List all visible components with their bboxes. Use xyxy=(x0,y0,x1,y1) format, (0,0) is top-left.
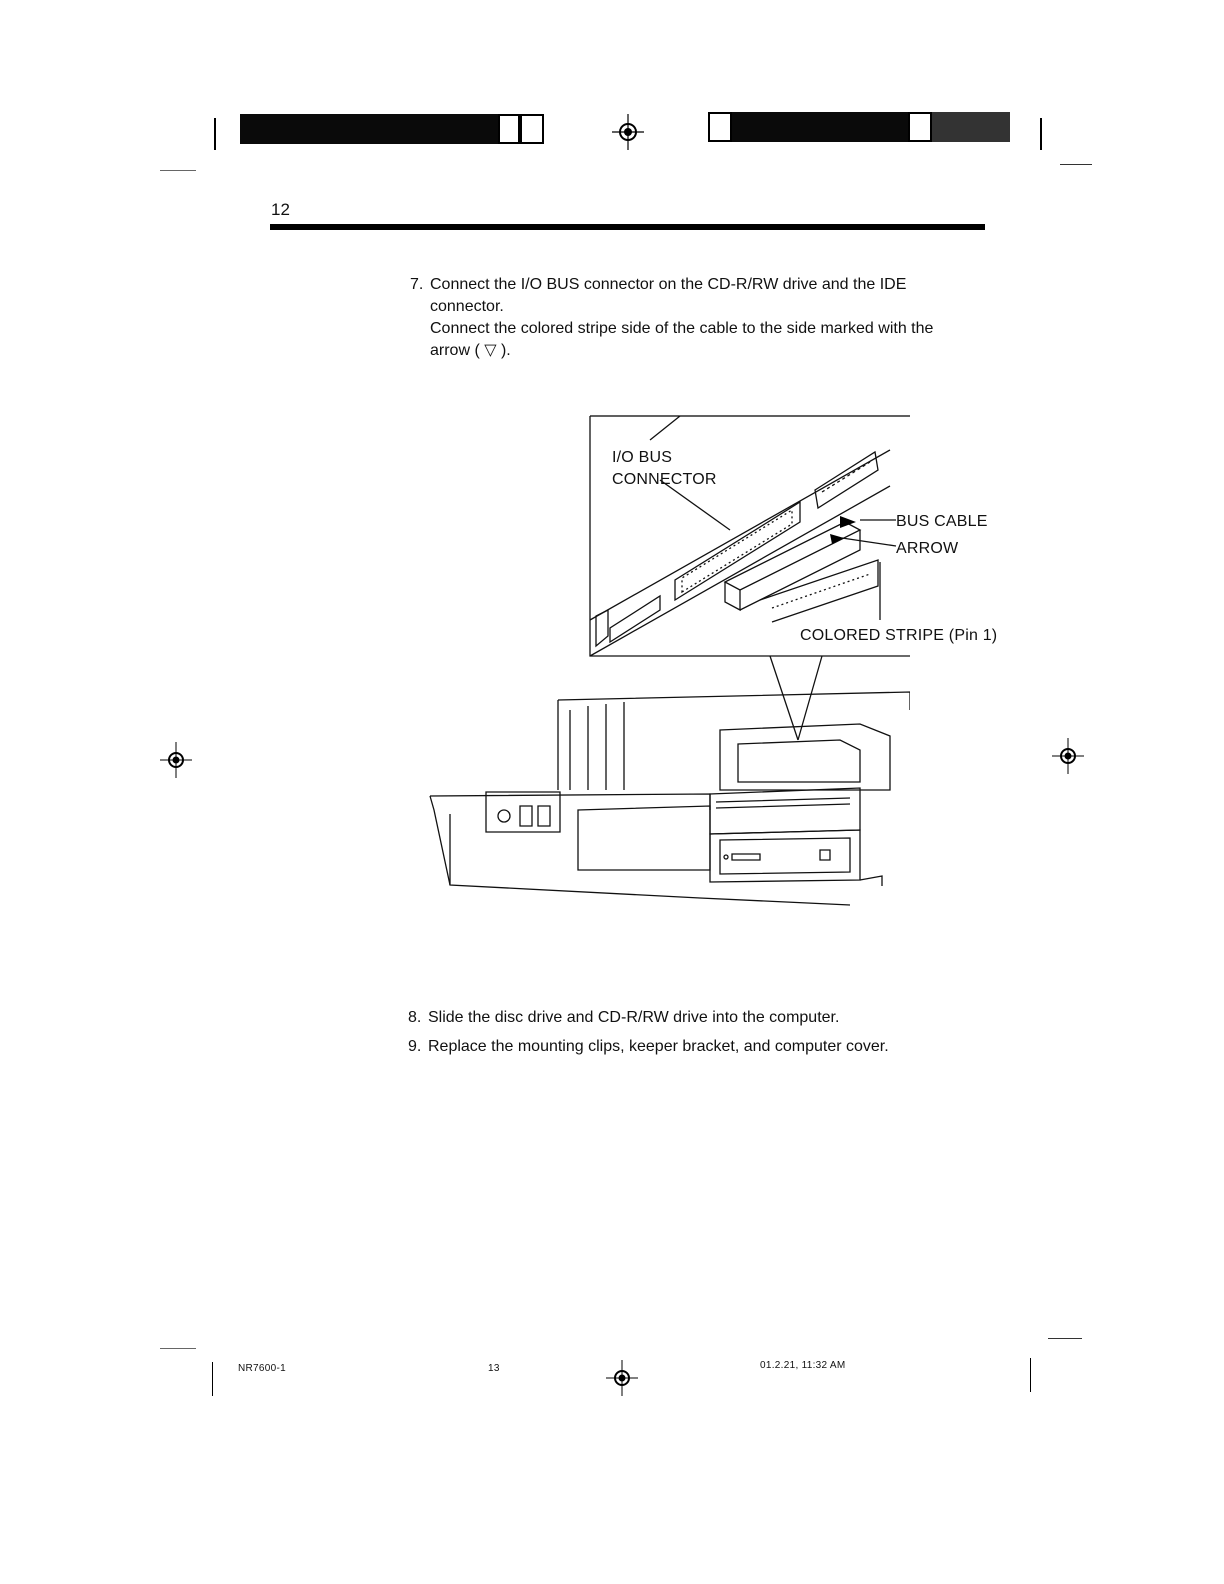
step-number: 9. xyxy=(408,1038,422,1055)
registration-bar-right xyxy=(732,112,908,142)
step-text: Connect the I/O BUS connector on the CD-R/RW drive and the IDE xyxy=(430,276,907,293)
step-7 xyxy=(410,274,990,362)
registration-box xyxy=(520,114,544,144)
footer-doc-code: NR7600-1 xyxy=(238,1363,286,1374)
page-number: 12 xyxy=(271,200,290,219)
trim-line-right xyxy=(1060,164,1092,165)
registration-bar-left xyxy=(240,114,498,144)
step-text: arrow ( ▽ ). xyxy=(430,342,511,359)
label-io-bus-connector xyxy=(612,447,717,491)
step-number: 8. xyxy=(408,1009,422,1026)
step-text: Replace the mounting clips, keeper bracket, and computer cover. xyxy=(428,1038,889,1055)
label-io-bus-line1: I/O BUS xyxy=(612,449,673,466)
registration-target-icon xyxy=(610,112,646,152)
crop-mark-left xyxy=(212,1362,213,1396)
footer-timestamp: 01.2.21, 11:32 AM xyxy=(760,1360,846,1371)
step-text: Slide the disc drive and CD-R/RW drive into the computer. xyxy=(428,1009,840,1026)
step-8 xyxy=(408,1007,1008,1029)
step-text: Connect the colored stripe side of the cable to the side marked with the xyxy=(430,320,934,337)
registration-target-icon xyxy=(1052,738,1084,774)
registration-target-icon xyxy=(160,742,192,778)
crop-mark-right xyxy=(1030,1358,1031,1392)
trim-line-left xyxy=(160,1348,196,1349)
label-colored-stripe: COLORED STRIPE (Pin 1) xyxy=(800,627,998,644)
header-rule xyxy=(270,224,985,230)
crop-mark-left xyxy=(214,118,216,150)
registration-bar-right-end xyxy=(932,112,1010,142)
step-text: connector. xyxy=(430,298,504,315)
registration-box xyxy=(498,114,520,144)
step-number: 7. xyxy=(410,276,424,293)
step-9 xyxy=(408,1036,1008,1058)
label-bus-cable: BUS CABLE xyxy=(896,513,988,530)
label-io-bus-line2: CONNECTOR xyxy=(612,471,717,488)
crop-mark-right xyxy=(1040,118,1042,150)
trim-line-right xyxy=(1048,1338,1082,1339)
trim-line-left xyxy=(160,170,196,171)
registration-box xyxy=(908,112,932,142)
registration-box xyxy=(708,112,732,142)
registration-target-icon xyxy=(606,1360,638,1396)
label-arrow: ARROW xyxy=(896,540,959,557)
footer-sheet-number: 13 xyxy=(488,1363,500,1374)
